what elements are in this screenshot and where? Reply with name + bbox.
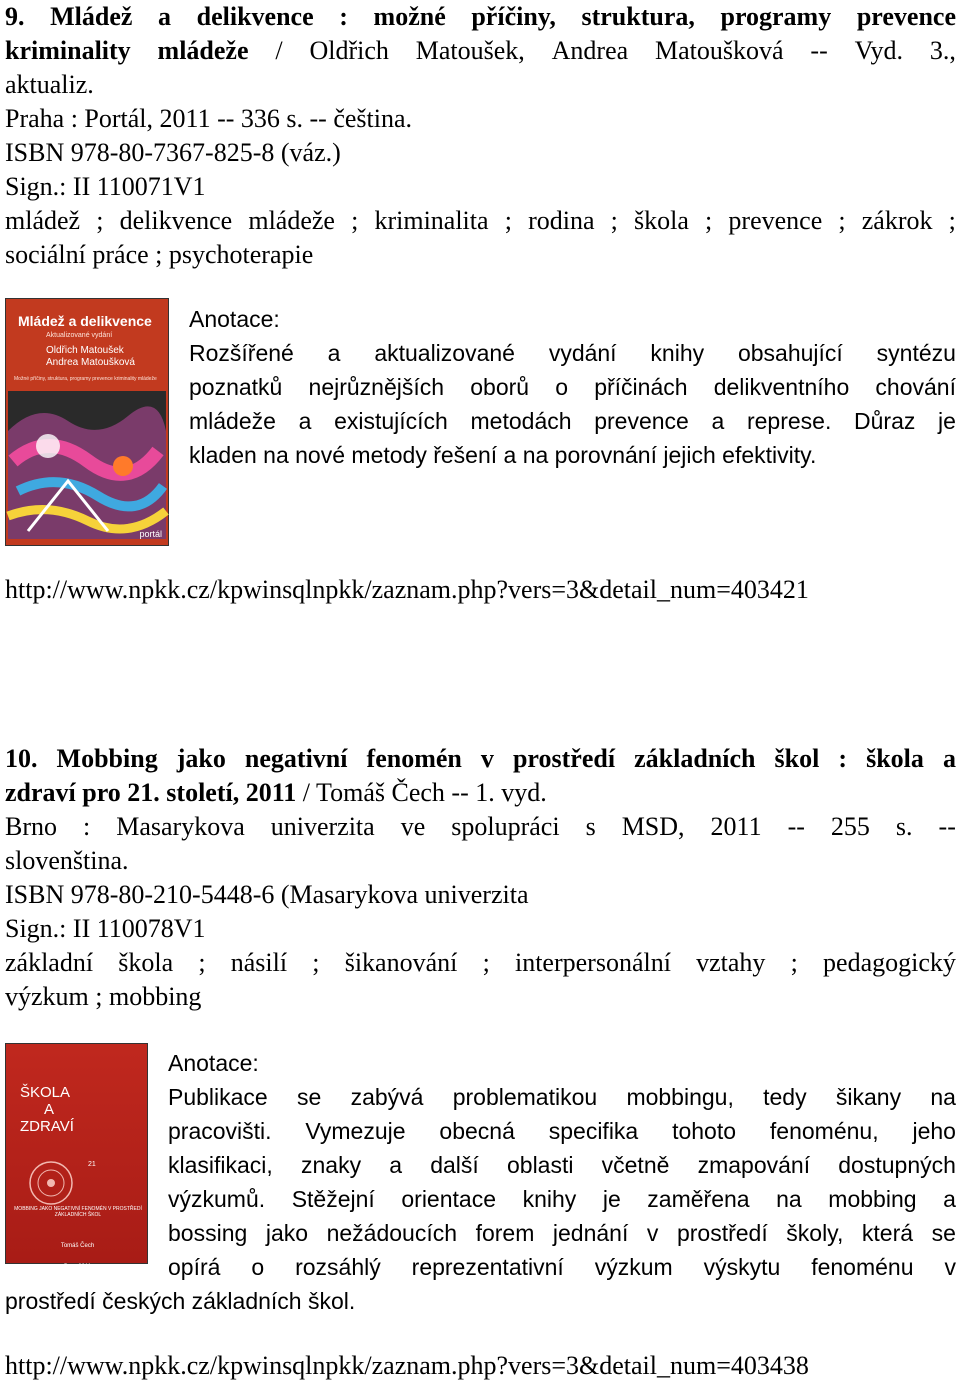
cover-title: Mládež a delikvence — [18, 313, 152, 329]
entry-10-signature: Sign.: II 110078V1 — [5, 914, 206, 943]
entry-10-subjects-line-1: základní škola ; násilí ; šikanování ; interpersonální vztahy ; pedagogický — [5, 948, 956, 977]
entry-9-isbn: ISBN 978-80-7367-825-8 (váz.) — [5, 138, 341, 167]
entry-10-url[interactable]: http://www.npkk.cz/kpwinsqlnpkk/zaznam.php?vers=3&detail_num=403438 — [5, 1351, 809, 1380]
entry-9-subjects-line-1: mládež ; delikvence mládeže ; kriminalita ; rodina ; škola ; prevence ; zákrok ; — [5, 206, 956, 235]
cover-publisher: portál — [139, 529, 162, 539]
cover-subtitle: MOBBING JAKO NEGATIVNÍ FENOMÉN V PROSTŘEDÍ ZÁKLADNÍCH ŠKOL — [14, 1206, 142, 1218]
cover-tagline: Možné příčiny, struktura, programy prevence kriminality mládeže — [14, 376, 157, 382]
entry-10-heading-line-1: 10. Mobbing jako negativní fenomén v prostředí základních škol : škola a — [5, 744, 956, 773]
graffiti-art — [8, 391, 166, 539]
entry-9-signature: Sign.: II 110071V1 — [5, 172, 206, 201]
entry-10-book-cover — [5, 1043, 148, 1270]
cover-authors: Oldřich Matoušek Andrea Matoušková — [46, 345, 135, 368]
entry-9-url[interactable]: http://www.npkk.cz/kpwinsqlnpkk/zaznam.php?vers=3&detail_num=403421 — [5, 575, 809, 604]
entry-10-subjects-line-2: výzkum ; mobbing — [5, 982, 202, 1011]
entry-9-annotation-label: Anotace: — [189, 306, 280, 332]
entry-10-isbn: ISBN 978-80-210-5448-6 (Masarykova univerzita — [5, 880, 529, 909]
cover-subtitle: Aktualizované vydání — [46, 332, 113, 339]
cover-author: Tomáš Čech — [60, 1243, 95, 1249]
entry-10-annotation-label: Anotace: — [168, 1050, 259, 1076]
entry-9-book-cover — [5, 298, 169, 546]
cover-number: 21 — [88, 1161, 96, 1168]
entry-9-heading-line-1: 9. Mládež a delikvence : možné příčiny, struktura, programy prevence — [5, 2, 956, 31]
entry-9-subjects-line-2: sociální práce ; psychoterapie — [5, 240, 314, 269]
cover-city-year: Brno 2011 — [63, 1264, 92, 1270]
entry-10-publication-line-1: Brno : Masarykova univerzita ve spolupráci s MSD, 2011 -- 255 s. -- — [5, 812, 956, 841]
entry-9-heading-line-2: kriminality mládeže / Oldřich Matoušek, Andrea Matoušková -- Vyd. 3., — [5, 36, 956, 65]
cover-title: ŠKOLA A ZDRAVÍ — [20, 1084, 74, 1135]
cover-disc-emblem — [28, 1160, 74, 1206]
entry-10-heading-line-2: zdraví pro 21. století, 2011 / Tomáš Čech -- 1. vyd. — [5, 778, 547, 807]
entry-9-publication: Praha : Portál, 2011 -- 336 s. -- čeština. — [5, 104, 412, 133]
